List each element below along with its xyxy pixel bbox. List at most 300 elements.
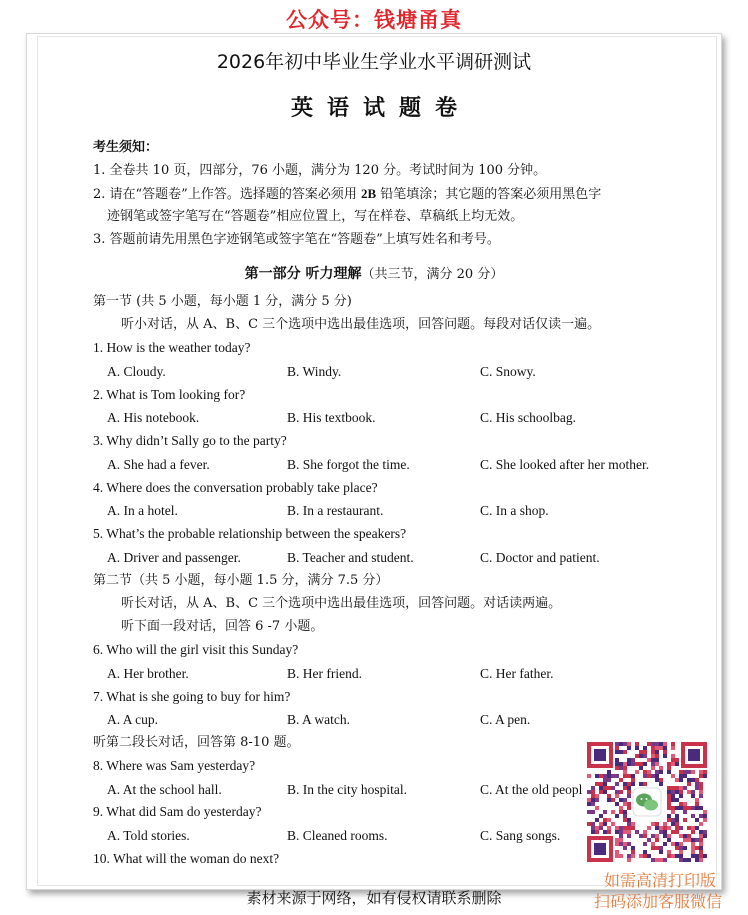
qr-module xyxy=(663,834,667,838)
qr-module xyxy=(627,858,631,862)
qr-module xyxy=(675,758,679,762)
qr-module xyxy=(627,758,631,762)
qr-module xyxy=(607,818,611,822)
question-1-option-c: C. Snowy. xyxy=(480,364,536,379)
exam-title: 2026年初中毕业生学业水平调研测试 xyxy=(216,51,532,73)
qr-module xyxy=(603,774,607,778)
question-3-option-a: A. She had a fever. xyxy=(107,457,210,472)
question-1-option-b: B. Windy. xyxy=(287,364,342,379)
qr-module xyxy=(675,806,679,810)
qr-module xyxy=(699,822,703,826)
qr-module xyxy=(671,742,675,746)
qr-module xyxy=(647,854,651,858)
question-8-option-c: C. At the old peopl xyxy=(480,782,583,797)
qr-module xyxy=(623,830,627,834)
qr-module xyxy=(671,746,675,750)
qr-module xyxy=(631,758,635,762)
qr-module xyxy=(623,742,627,746)
qr-module xyxy=(679,854,683,858)
qr-module xyxy=(691,790,695,794)
paper-title: 英语试题卷 xyxy=(290,96,471,121)
qr-module xyxy=(635,754,639,758)
section-2-sub-1: 听下面一段对话，回答 6 -7 小题。 xyxy=(121,619,324,634)
qr-module xyxy=(595,826,599,830)
qr-module xyxy=(627,802,631,806)
qr-module xyxy=(607,778,611,782)
qr-caption-wechat: 扫码添加客服微信 xyxy=(593,892,722,911)
qr-module xyxy=(655,774,659,778)
qr-module xyxy=(695,818,699,822)
qr-module xyxy=(607,798,611,802)
qr-module xyxy=(631,826,635,830)
qr-module xyxy=(595,818,599,822)
qr-module xyxy=(695,802,699,806)
qr-module xyxy=(703,834,707,838)
section-2-direction: 听长对话，从 A、B、C 三个选项中选出最佳选项，回答问题。对话读两遍。 xyxy=(121,596,562,611)
qr-module xyxy=(591,826,595,830)
qr-module xyxy=(703,810,707,814)
qr-module xyxy=(631,822,635,826)
qr-module xyxy=(615,842,619,846)
qr-module xyxy=(659,830,663,834)
instruction-item-3: 3. 答题前请先用黑色字迹钢笔或签字笔在“答题卷”上填写姓名和考号。 xyxy=(93,232,500,247)
qr-module xyxy=(699,854,703,858)
qr-module xyxy=(651,746,655,750)
qr-module xyxy=(675,826,679,830)
qr-module xyxy=(619,834,623,838)
qr-module xyxy=(631,846,635,850)
qr-module xyxy=(651,842,655,846)
question-8-option-a: A. At the school hall. xyxy=(107,782,222,797)
qr-module xyxy=(699,782,703,786)
qr-module xyxy=(639,854,643,858)
qr-module xyxy=(639,750,643,754)
qr-module xyxy=(587,810,591,814)
question-6-option-c: C. Her father. xyxy=(480,666,554,681)
qr-module xyxy=(667,834,671,838)
qr-module xyxy=(671,774,675,778)
qr-module xyxy=(695,858,699,862)
qr-module xyxy=(623,818,627,822)
question-2-option-c: C. His schoolbag. xyxy=(480,410,576,425)
qr-finder-top-right xyxy=(681,742,707,768)
qr-module xyxy=(631,850,635,854)
qr-module xyxy=(623,810,627,814)
qr-module xyxy=(587,774,591,778)
question-9: 9. What did Sam do yesterday? xyxy=(93,804,262,819)
qr-module xyxy=(703,818,707,822)
qr-module xyxy=(691,770,695,774)
qr-module xyxy=(699,834,703,838)
qr-module xyxy=(699,814,703,818)
question-1-option-a: A. Cloudy. xyxy=(107,364,166,379)
qr-module xyxy=(663,830,667,834)
qr-module xyxy=(687,778,691,782)
qr-module xyxy=(659,770,663,774)
qr-module xyxy=(595,794,599,798)
part-1-heading xyxy=(0,263,748,283)
qr-module xyxy=(691,830,695,834)
qr-module xyxy=(683,770,687,774)
qr-module xyxy=(631,854,635,858)
qr-module xyxy=(611,822,615,826)
qr-module xyxy=(615,850,619,854)
qr-module xyxy=(607,770,611,774)
qr-module xyxy=(699,838,703,842)
qr-module xyxy=(599,782,603,786)
qr-module xyxy=(615,746,619,750)
qr-module xyxy=(623,774,627,778)
qr-module xyxy=(615,794,619,798)
qr-module xyxy=(687,790,691,794)
qr-module xyxy=(679,842,683,846)
qr-module xyxy=(607,826,611,830)
qr-module xyxy=(687,834,691,838)
qr-module xyxy=(675,798,679,802)
qr-module xyxy=(667,794,671,798)
instruction-item-2-line-2: 迹钢笔或签字笔写在“答题卷”相应位置上，写在样卷、草稿纸上均无效。 xyxy=(107,209,524,224)
qr-module xyxy=(695,826,699,830)
qr-module xyxy=(599,822,603,826)
qr-module xyxy=(615,774,619,778)
qr-module xyxy=(639,754,643,758)
question-7-option-a: A. A cup. xyxy=(107,712,159,727)
qr-module xyxy=(651,846,655,850)
qr-module xyxy=(643,842,647,846)
qr-module xyxy=(655,758,659,762)
qr-module xyxy=(599,826,603,830)
qr-module xyxy=(587,802,591,806)
qr-module xyxy=(643,850,647,854)
qr-code-image xyxy=(583,738,711,866)
qr-module xyxy=(627,742,631,746)
qr-module xyxy=(671,818,675,822)
qr-module xyxy=(667,802,671,806)
question-9-option-c: C. Sang songs. xyxy=(480,828,561,843)
qr-module xyxy=(627,830,631,834)
qr-module xyxy=(667,786,671,790)
qr-module xyxy=(679,774,683,778)
qr-module xyxy=(591,822,595,826)
question-5-option-b: B. Teacher and student. xyxy=(287,550,414,565)
qr-module xyxy=(611,774,615,778)
qr-module xyxy=(691,814,695,818)
qr-module xyxy=(651,766,655,770)
part-1-heading-sub: （共三节，满分 20 分） xyxy=(361,267,504,282)
qr-module xyxy=(667,850,671,854)
question-7: 7. What is she going to buy for him? xyxy=(93,689,291,704)
qr-module xyxy=(699,858,703,862)
qr-module xyxy=(607,774,611,778)
qr-module xyxy=(647,758,651,762)
part-1-heading-main: 第一部分 听力理解 xyxy=(244,266,362,282)
question-8: 8. Where was Sam yesterday? xyxy=(93,758,256,773)
qr-module xyxy=(691,778,695,782)
qr-module xyxy=(591,810,595,814)
qr-module xyxy=(623,762,627,766)
qr-module xyxy=(695,778,699,782)
qr-module xyxy=(675,846,679,850)
qr-module xyxy=(623,750,627,754)
qr-module xyxy=(695,806,699,810)
qr-module xyxy=(607,786,611,790)
question-5: 5. What’s the probable relationship between the speakers? xyxy=(93,526,407,541)
qr-module xyxy=(671,810,675,814)
qr-module xyxy=(675,822,679,826)
qr-module xyxy=(619,842,623,846)
qr-module xyxy=(679,770,683,774)
qr-module xyxy=(667,814,671,818)
qr-module xyxy=(627,834,631,838)
qr-module xyxy=(667,766,671,770)
qr-module xyxy=(667,770,671,774)
qr-module xyxy=(667,806,671,810)
top-watermark: 公众号：钱塘甬真 xyxy=(286,8,462,32)
instruction-item-2-bold: 2B xyxy=(360,186,377,201)
qr-module xyxy=(635,762,639,766)
qr-module xyxy=(587,798,591,802)
qr-module xyxy=(699,850,703,854)
qr-module xyxy=(639,766,643,770)
qr-module xyxy=(635,742,639,746)
qr-module xyxy=(603,790,607,794)
qr-module xyxy=(619,806,623,810)
qr-module xyxy=(623,846,627,850)
qr-module xyxy=(591,790,595,794)
question-4-option-a: A. In a hotel. xyxy=(107,503,178,518)
qr-finder-top-left xyxy=(587,742,613,768)
qr-module xyxy=(695,782,699,786)
qr-module xyxy=(671,758,675,762)
qr-module xyxy=(679,834,683,838)
qr-module xyxy=(643,770,647,774)
qr-module xyxy=(619,838,623,842)
qr-module xyxy=(687,858,691,862)
qr-module xyxy=(659,746,663,750)
qr-module xyxy=(619,750,623,754)
qr-module xyxy=(623,802,627,806)
qr-module xyxy=(655,762,659,766)
section-2-title: 第二节（共 5 小题，每小题 1.5 分，满分 7.5 分） xyxy=(93,573,389,588)
qr-module xyxy=(663,754,667,758)
qr-module xyxy=(699,786,703,790)
qr-module xyxy=(663,822,667,826)
qr-module xyxy=(655,826,659,830)
qr-module xyxy=(627,786,631,790)
qr-module xyxy=(671,794,675,798)
qr-module xyxy=(643,774,647,778)
instruction-item-2 xyxy=(93,186,601,203)
qr-module xyxy=(679,786,683,790)
qr-module xyxy=(643,834,647,838)
instruction-item-1: 1. 全卷共 10 页，四部分，76 小题，满分为 120 分。考试时间为 100 分钟。 xyxy=(93,163,547,178)
qr-module xyxy=(663,750,667,754)
question-5-option-a: A. Driver and passenger. xyxy=(107,550,241,565)
qr-module xyxy=(615,750,619,754)
qr-module xyxy=(647,826,651,830)
qr-module xyxy=(687,826,691,830)
qr-module xyxy=(627,762,631,766)
qr-module xyxy=(691,850,695,854)
qr-module xyxy=(675,830,679,834)
qr-module xyxy=(667,838,671,842)
qr-module xyxy=(659,778,663,782)
qr-finder-bottom-left xyxy=(587,836,613,862)
question-6-option-a: A. Her brother. xyxy=(107,666,189,681)
qr-module xyxy=(683,846,687,850)
qr-module xyxy=(615,758,619,762)
qr-module xyxy=(659,782,663,786)
question-8-option-b: B. In the city hospital. xyxy=(287,782,407,797)
qr-module xyxy=(659,742,663,746)
qr-module xyxy=(703,854,707,858)
qr-module xyxy=(667,762,671,766)
question-9-option-b: B. Cleaned rooms. xyxy=(287,828,388,843)
section-2-sub-2: 听第二段长对话，回答第 8-10 题。 xyxy=(93,735,300,750)
qr-module xyxy=(639,782,643,786)
qr-module xyxy=(671,786,675,790)
qr-module xyxy=(679,806,683,810)
qr-module xyxy=(703,830,707,834)
qr-module xyxy=(655,750,659,754)
qr-module xyxy=(651,822,655,826)
qr-module xyxy=(635,746,639,750)
qr-module xyxy=(615,762,619,766)
qr-module xyxy=(703,814,707,818)
qr-module xyxy=(611,786,615,790)
qr-module xyxy=(615,742,619,746)
qr-module xyxy=(655,822,659,826)
qr-module xyxy=(695,846,699,850)
qr-module xyxy=(699,806,703,810)
qr-module xyxy=(647,774,651,778)
qr-module xyxy=(675,778,679,782)
qr-module xyxy=(699,830,703,834)
qr-module xyxy=(627,782,631,786)
question-3: 3. Why didn’t Sally go to the party? xyxy=(93,433,287,448)
question-9-option-a: A. Told stories. xyxy=(107,828,190,843)
question-6: 6. Who will the girl visit this Sunday? xyxy=(93,642,299,657)
qr-module xyxy=(675,842,679,846)
qr-module xyxy=(691,794,695,798)
question-1: 1. How is the weather today? xyxy=(93,340,251,355)
qr-module xyxy=(679,794,683,798)
qr-module xyxy=(647,838,651,842)
qr-module xyxy=(647,770,651,774)
qr-module xyxy=(659,846,663,850)
qr-module xyxy=(651,750,655,754)
qr-module xyxy=(691,838,695,842)
qr-module xyxy=(675,854,679,858)
qr-module xyxy=(615,838,619,842)
qr-module xyxy=(655,834,659,838)
qr-module xyxy=(603,822,607,826)
qr-module xyxy=(659,826,663,830)
qr-module xyxy=(667,798,671,802)
qr-module xyxy=(587,790,591,794)
qr-module xyxy=(695,786,699,790)
qr-module xyxy=(623,798,627,802)
qr-module xyxy=(651,774,655,778)
qr-module xyxy=(591,830,595,834)
qr-module xyxy=(651,858,655,862)
qr-module xyxy=(615,782,619,786)
qr-module xyxy=(691,854,695,858)
qr-module xyxy=(679,790,683,794)
section-1-title: 第一节 (共 5 小题，每小题 1 分，满分 5 分) xyxy=(93,294,352,309)
qr-module xyxy=(699,790,703,794)
qr-module xyxy=(623,814,627,818)
instruction-item-2-part-b: 铅笔填涂；其它题的答案必须用黑色字 xyxy=(376,187,602,202)
qr-module xyxy=(671,806,675,810)
qr-module xyxy=(655,846,659,850)
qr-module xyxy=(643,854,647,858)
qr-module xyxy=(591,802,595,806)
qr-module xyxy=(659,850,663,854)
qr-module xyxy=(591,786,595,790)
qr-module xyxy=(675,786,679,790)
qr-module xyxy=(591,798,595,802)
qr-module xyxy=(683,818,687,822)
qr-module xyxy=(635,770,639,774)
qr-module xyxy=(623,782,627,786)
qr-module xyxy=(647,742,651,746)
question-7-option-c: C. A pen. xyxy=(480,712,531,727)
qr-module xyxy=(627,842,631,846)
qr-module xyxy=(703,770,707,774)
qr-module xyxy=(683,858,687,862)
qr-module xyxy=(623,786,627,790)
qr-module xyxy=(623,842,627,846)
qr-module xyxy=(703,774,707,778)
qr-module xyxy=(599,790,603,794)
question-6-option-b: B. Her friend. xyxy=(287,666,362,681)
qr-module xyxy=(663,746,667,750)
instruction-item-2-part-a: 2. 请在“答题卷”上作答。选择题的答案必须用 xyxy=(93,187,361,202)
qr-module xyxy=(603,782,607,786)
qr-module xyxy=(599,814,603,818)
qr-module xyxy=(679,846,683,850)
qr-module xyxy=(687,770,691,774)
qr-module xyxy=(659,766,663,770)
qr-module xyxy=(667,818,671,822)
qr-module xyxy=(687,782,691,786)
qr-module xyxy=(691,806,695,810)
qr-module xyxy=(675,762,679,766)
qr-module xyxy=(595,774,599,778)
qr-module xyxy=(627,818,631,822)
qr-module xyxy=(675,818,679,822)
qr-module xyxy=(671,754,675,758)
qr-module xyxy=(595,798,599,802)
qr-module xyxy=(671,822,675,826)
qr-module xyxy=(619,778,623,782)
qr-module xyxy=(591,794,595,798)
qr-module xyxy=(695,838,699,842)
qr-module xyxy=(627,774,631,778)
qr-module xyxy=(627,790,631,794)
qr-module xyxy=(643,754,647,758)
question-2-option-a: A. His notebook. xyxy=(107,410,200,425)
qr-module xyxy=(623,766,627,770)
qr-module xyxy=(619,742,623,746)
qr-module xyxy=(687,838,691,842)
qr-module xyxy=(615,766,619,770)
qr-module xyxy=(631,774,635,778)
qr-module xyxy=(671,830,675,834)
question-7-option-b: B. A watch. xyxy=(287,712,350,727)
question-4: 4. Where does the conversation probably take place? xyxy=(93,480,378,495)
